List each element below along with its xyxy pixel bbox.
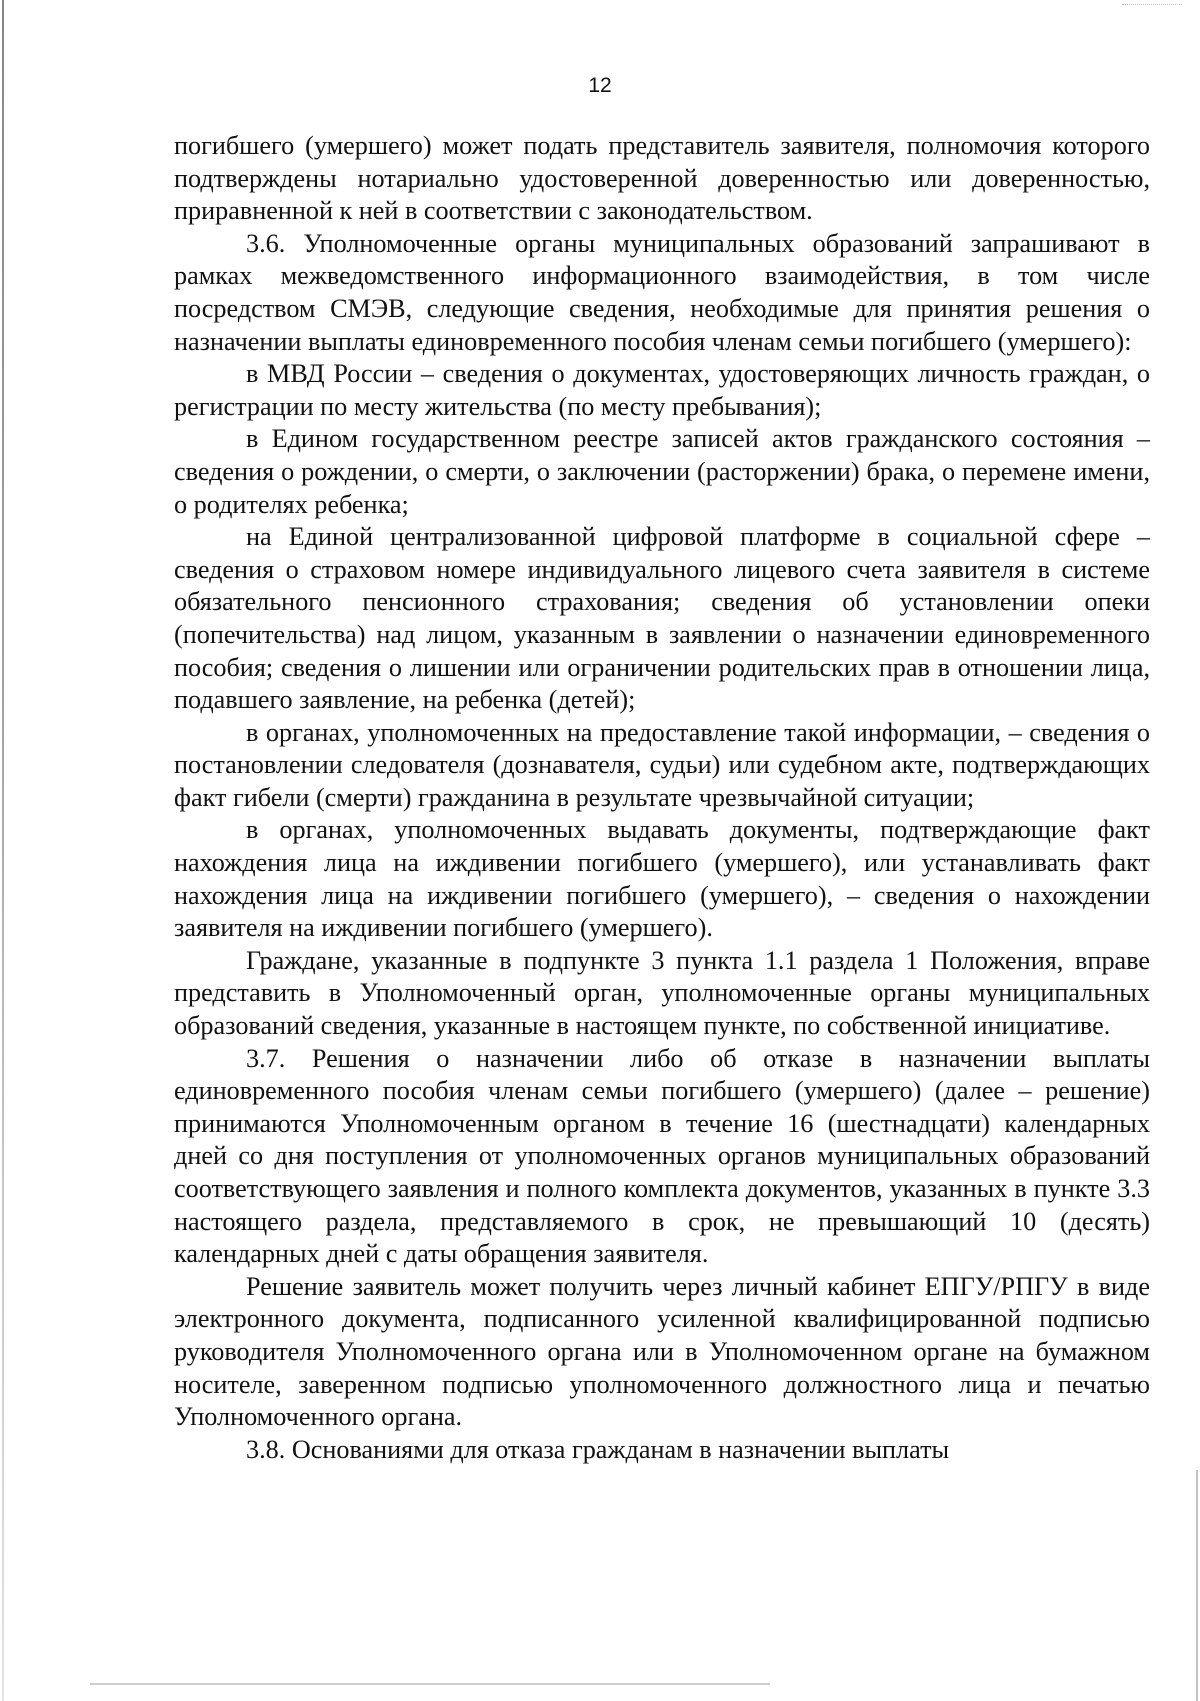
scan-mark-top — [1122, 4, 1182, 6]
scan-edge-bottom — [90, 1683, 770, 1685]
paragraph-continuation: погибшего (умершего) может подать представитель заявителя, полномочия которого подтверждены нотариально удостоверенной доверенностью или доверенностью, приравненной к ней в соответствии с законодательством. — [174, 131, 1150, 226]
document-body — [174, 130, 1150, 1466]
paragraph-dependency: в органах, уполномоченных выдавать документы, подтверждающие факт нахождения лица на иждивении погибшего (умершего), или устанавливать факт нахождения лица на иждивении погибшего (умершего), – сведения о нахождении заявителя на иждивении погибшего (умершего). — [174, 815, 1150, 943]
page-number: 12 — [588, 74, 612, 97]
scan-edge-left — [2, 0, 4, 1701]
paragraph-zags-registry: в Едином государственном реестре записей актов гражданского состояния – сведения о рождении, о смерти, о заключении (расторжении) брака, о перемене имени, о родителях ребенка; — [174, 424, 1150, 519]
paragraph-3-6: 3.6. Уполномоченные органы муниципальных образований запрашивают в рамках межведомственного информационного взаимодействия, в том числе посредством СМЭВ, следующие сведения, необходимые для принятия решения о назначении выплаты единовременного пособия членам семьи погибшего (умершего): — [174, 228, 1150, 356]
scan-edge-right — [1196, 1470, 1198, 1701]
paragraph-3-7: 3.7. Решения о назначении либо об отказе в назначении выплаты единовременного пособия членам семьи погибшего (умершего) (далее – решение) принимаются Уполномоченным органом в течение 16 (шестнадцати) календарных дней со дня поступления от уполномоченных органов муниципальных образований соответствующего заявления и полного комплекта документов, указанных в пункте 3.3 настоящего раздела, представляемого в срок, не превышающий 10 (десять) календарных дней с даты обращения заявителя. — [174, 1043, 1150, 1269]
paragraph-decision-delivery: Решение заявитель может получить через личный кабинет ЕПГУ/РПГУ в виде электронного документа, подписанного усиленной квалифицированной подписью руководителя Уполномоченного органа или в Уполномоченном органе на бумажном носителе, заверенном подписью уполномоченного должностного лица и печатью Уполномоченного органа. — [174, 1271, 1150, 1432]
paragraph-3-8: 3.8. Основаниями для отказа гражданам в назначении выплаты — [246, 1434, 950, 1464]
paragraph-authorized-bodies: в органах, уполномоченных на предоставление такой информации, – сведения о постановлении следователя (дознавателя, судьи) или судебном акте, подтверждающих факт гибели (смерти) гражданина в результате чрезвычайной ситуации; — [174, 717, 1150, 812]
paragraph-own-initiative: Граждане, указанные в подпункте 3 пункта 1.1 раздела 1 Положения, вправе представить в Уполномоченный орган, уполномоченные органы муниципальных образований сведения, указанные в настоящем пункте, по собственной инициативе. — [174, 945, 1150, 1041]
paragraph-mvd: в МВД России – сведения о документах, удостоверяющих личность граждан, о регистрации по месту жительства (по месту пребывания); — [174, 359, 1150, 421]
paragraph-social-platform: на Единой централизованной цифровой платформе в социальной сфере – сведения о страховом номере индивидуального лицевого счета заявителя в системе обязательного пенсионного страхования; сведения об установлении опеки (попечительства) над лицом, указанным в заявлении о назначении единовременного пособия; сведения о лишении или ограничении родительских прав в отношении лица, подавшего заявление, на ребенка (детей); — [174, 522, 1150, 715]
